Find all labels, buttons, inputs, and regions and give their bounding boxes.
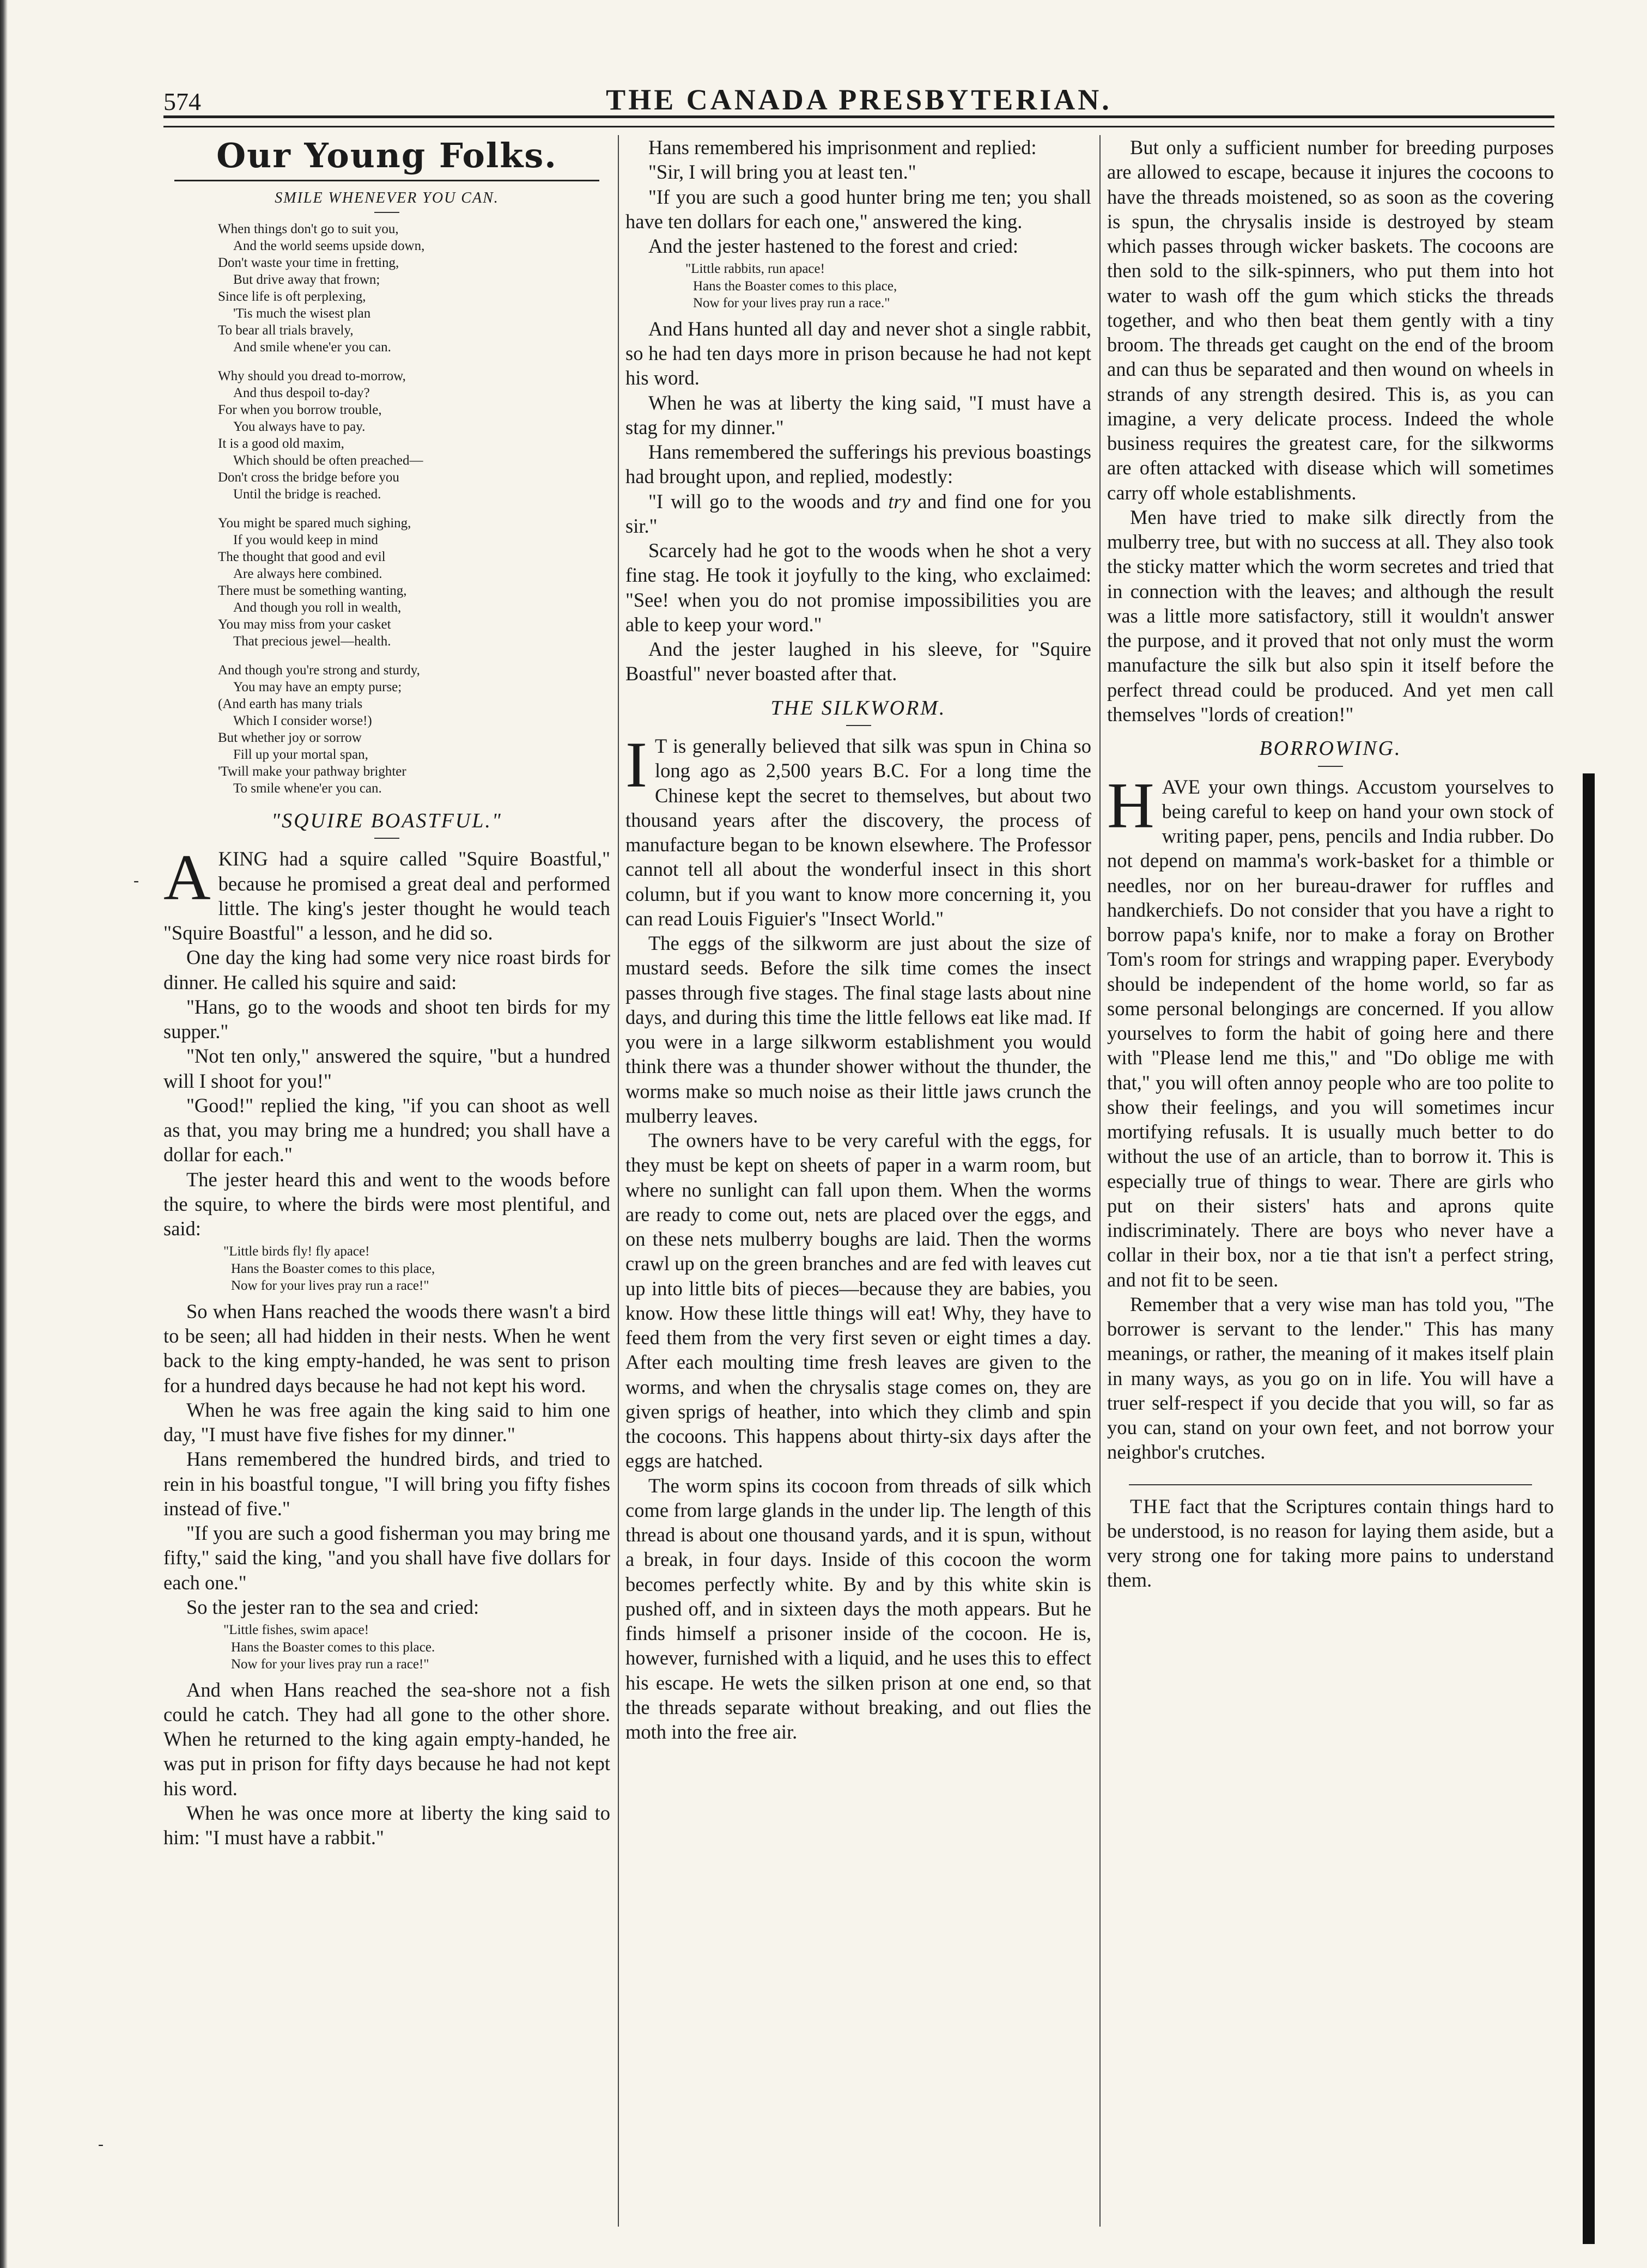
page-header xyxy=(163,65,1554,114)
page-number: 574 xyxy=(163,88,201,115)
paragraph: The jester heard this and went to the woods before the squire, to where the birds were most plentiful, and said: xyxy=(163,1168,610,1240)
title-dash xyxy=(1318,766,1343,767)
paragraph: "Not ten only," answered the squire, "but a hundred will I shoot for you!" xyxy=(163,1045,610,1092)
verse: "Little rabbits, run apace! Hans the Boaster comes to this place, Now for your lives pray run a race." xyxy=(685,261,897,311)
poem-line: But whether joy or sorrow xyxy=(218,730,362,745)
poem-stanza xyxy=(218,221,610,356)
poem-line: There must be something wanting, xyxy=(218,583,407,598)
poem-stanza xyxy=(218,515,610,650)
squire-title: "SQUIRE BOASTFUL." xyxy=(271,809,502,832)
poem-line: If you would keep in mind xyxy=(233,532,378,547)
masthead: THE CANADA PRESBYTERIAN. xyxy=(606,83,1112,116)
poem-line: To smile whene'er you can. xyxy=(233,781,382,796)
paragraph: The owners have to be very careful with the eggs, for they must be kept on sheets of paper in a warm room, but where no sunlight can fall upon them. When the worms are ready to come out, nets are placed over the eggs, and on these nets mulberry boughs are laid. Then the worms crawl up on the green branches and are fed with leaves cut up into little bits of pieces—because they are babies, you know. How these little things will eat! Why, they have to feed them from the very first seven or eight times a day. After each moulting time fresh leaves are given to the worms, and when the chrysalis stage comes on, they are given sprigs of heather, into which they climb and spin the cocoons. This happens about thirty-six days after the eggs are hatched. xyxy=(625,1129,1091,1472)
paragraph: AKING had a squire called "Squire Boastful," because he promised a great deal and performed little. The king's jester thought he would teach "Squire Boastful" a lesson, and he did so. xyxy=(163,841,610,944)
paragraph: The worm spins its cocoon from threads of silk which come from large glands in the under lip. The length of this thread is about one thousand yards, and it is spun, without a break, in four days. Inside of this cocoon the worm becomes perfectly white. By and by this white skin is pushed off, and in sixteen days the moth appears. But he finds himself a prisoner inside of the cocoon. He is, however, furnished with a liquid, and he uses this to effect his escape. He wets the silken prison at one end, so that the threads separate without breaking, and out flies the moth into the free air. xyxy=(625,1474,1091,1743)
drop-cap: I xyxy=(625,728,647,801)
poem-line: Don't waste your time in fretting, xyxy=(218,255,399,270)
paragraph: But only a sufficient number for breeding purposes are allowed to escape, because it injures the cocoons to have the threads moistened, so as soon as the covering is spun, the chrysalis inside is destroyed by steam which passes through wicker baskets. The cocoons are then sold to the silk-spinners, who put them into hot water to wash off the gum which sticks the threads together, and who then beat them gently with a tiny broom. The threads get caught on the end of the broom and can thus be separated and then wound on wheels in strands of any strength desired. This is, as you can imagine, a very delicate process. Indeed the whole business requires the greatest care, for the silkworms are often attacked with disease which will sometimes carry off whole establishments. xyxy=(1107,136,1554,504)
paragraph: And Hans hunted all day and never shot a single rabbit, so he had ten days more in prison because he had not kept his word. xyxy=(625,317,1091,389)
poem-line: But drive away that frown; xyxy=(233,272,380,287)
paragraph: When he was free again the king said to him one day, "I must have five fishes for my dinner." xyxy=(163,1398,610,1446)
paragraph: When he was at liberty the king said, "I must have a stag for my dinner." xyxy=(625,391,1091,438)
title-dash xyxy=(374,212,399,213)
poem-line: When things don't go to suit you, xyxy=(218,221,399,236)
poem-line: Are always here combined. xyxy=(233,566,382,581)
title-dash xyxy=(374,838,399,839)
paragraph: THE fact that the Scriptures contain things hard to be understood, is no reason for laying them aside, but a very strong one for taking more pains to understand them. xyxy=(1107,1495,1554,1592)
paragraph: So when Hans reached the woods there wasn't a bird to be seen; all had hidden in their nests. When he went back to the king empty-handed, he was sent to prison for a hundred days because he had not kept his word. xyxy=(163,1300,610,1397)
poem-line: The thought that good and evil xyxy=(218,549,386,564)
paragraph: Hans remembered his imprisonment and replied: xyxy=(648,136,1037,158)
poem-line: And though you roll in wealth, xyxy=(233,600,402,615)
title-dash xyxy=(846,725,871,726)
paragraph: "I will go to the woods and try and find one for you sir." xyxy=(625,490,1091,537)
column-divider xyxy=(1099,135,1101,2227)
poem-line: Why should you dread to-morrow, xyxy=(218,368,406,383)
paragraph: "If you are such a good fisherman you may bring me fifty," said the king, "and you shall have five dollars for each one." xyxy=(163,1522,610,1594)
paragraph: I T is generally believed that silk was spun in China so long ago as 2,500 years B.C. For a long time the Chinese kept the secret to themselves, but about two thousand years after the discovery, the process of manufacture began to be known elsewhere. The Professor cannot tell all about the wonderful insect in this short column, but if you want to know more concerning it, you can read Louis Figuier's "Insect World." xyxy=(625,728,1091,930)
paragraph: So the jester ran to the sea and cried: xyxy=(186,1595,479,1618)
poem-line: And though you're strong and sturdy, xyxy=(218,662,420,678)
poem-line: It is a good old maxim, xyxy=(218,436,344,451)
header-rule xyxy=(163,115,1554,127)
paragraph: The eggs of the silkworm are just about the size of mustard seeds. Before the silk time comes the insect passes through five stages. The final stage lasts about nine days, and during this time the little fellows eat like mad. If you were in a large silkworm establishment you would think there was a thunder shower without the thunder, the worms make so much noise as their little jaws crunch the mulberry leaves. xyxy=(625,932,1091,1127)
department-title: Our Young Folks. xyxy=(216,136,557,175)
poem-line: (And earth has many trials xyxy=(218,696,363,711)
poem-line: And thus despoil to-day? xyxy=(233,385,370,400)
poem-title: SMILE WHENEVER YOU CAN. xyxy=(275,190,499,207)
poem-line: Which should be often preached— xyxy=(233,453,423,468)
paragraph: When he was once more at liberty the king said to him: "I must have a rabbit." xyxy=(163,1801,610,1849)
paragraph: And when Hans reached the sea-shore not a fish could he catch. They had all gone to the other shore. When he returned to the king again empty-handed, he was put in prison for fifty days because he had not kept his word. xyxy=(163,1678,610,1800)
paragraph: One day the king had some very nice roast birds for dinner. He called his squire and said: xyxy=(163,946,610,993)
drop-cap: H xyxy=(1107,769,1154,842)
binding-edge xyxy=(0,0,8,2268)
poem-line: Which I consider worse!) xyxy=(233,713,372,728)
margin-stamp-bar xyxy=(1583,773,1595,2244)
column-1 xyxy=(163,135,610,2248)
column-divider xyxy=(618,135,619,2227)
poem-line: To bear all trials bravely, xyxy=(218,322,354,338)
separator-rule xyxy=(1129,1484,1532,1485)
poem-line: Fill up your mortal span, xyxy=(233,747,368,762)
paragraph: And the jester hastened to the forest and cried: xyxy=(648,235,1019,257)
borrowing-title: BORROWING. xyxy=(1259,737,1402,760)
paragraph: Hans remembered the sufferings his previous boastings had brought upon, and replied, modestly: xyxy=(625,441,1091,488)
margin-mark: - xyxy=(98,2135,104,2153)
verse: "Little fishes, swim apace! Hans the Boaster comes to this place. Now for your lives pray run a race!" xyxy=(223,1623,435,1672)
poem-line: You might be spared much sighing, xyxy=(218,515,411,531)
poem-stanza xyxy=(218,368,610,503)
poem-line: For when you borrow trouble, xyxy=(218,402,382,417)
paragraph: HAVE your own things. Accustom yourselves to being careful to keep on hand your own stock of writing paper, pens, pencils and India rubber. Do not depend on mamma's work-basket for a thimble or needles, nor on her bureau-drawer for ruffles and handkerchiefs. Do not consider that you have a right to borrow papa's knife, nor to make a foray on Brother Tom's room for strings and wrapping paper. Everybody should be independent of the home world, so far as some personal belongings are concerned. If you allow yourselves to form the habit of going here and there with "Please lend me this," and "Do oblige me with that," you will often annoy people who are too polite to show their feelings, and you will sometimes incur mortifying refusals. It is usually much better to do without the use of an article, than to borrow it. This is especially true of things to wear. There are girls who put on their sisters' hats and aprons quite indiscriminately. There are boys who never have a collar in their box, nor a tie that isn't a perfect string, and not fit to be seen. xyxy=(1107,769,1554,1291)
poem-line: Don't cross the bridge before you xyxy=(218,470,399,485)
paragraph: Men have tried to make silk directly from the mulberry tree, but with no success at all. They also took the sticky matter which the worm secretes and tried that in connection with the leaves; and although the result was a little more satisfactory, still it wouldn't answer the purpose, and it proved that not only must the worm manufacture the silk but also spin it itself before the perfect thread could be produced. And yet men call themselves "lords of creation!" xyxy=(1107,505,1554,725)
poem-line: That precious jewel—health. xyxy=(233,633,391,649)
paragraph: Scarcely had he got to the woods when he shot a very fine stag. He took it joyfully to the king, who exclaimed: "See! when you do not promise impossibilities you are able to keep your word." xyxy=(625,539,1091,636)
poem-line: Since life is oft perplexing, xyxy=(218,289,366,304)
paragraph: Hans remembered the hundred birds, and tried to rein in his boastful tongue, "I will bring you fifty fishes instead of five." xyxy=(163,1448,610,1520)
poem-line: 'Twill make your pathway brighter xyxy=(218,764,406,779)
paragraph: Remember that a very wise man has told you, "The borrower is servant to the lender." This has many meanings, or rather, the meaning of it makes itself plain in many ways, as you go on in life. You will have a truer self-respect if you decide that you will, so far as you can, stand on your own feet, and not borrow your neighbor's crutches. xyxy=(1107,1292,1554,1464)
poem-line: Until the bridge is reached. xyxy=(233,486,381,502)
poem-line: You always have to pay. xyxy=(233,419,366,434)
drop-cap: A xyxy=(163,841,211,914)
verse: "Little birds fly! fly apace! Hans the Boaster comes to this place, Now for your lives pray run a race!" xyxy=(223,1244,435,1294)
poem-line: 'Tis much the wisest plan xyxy=(233,306,371,321)
column-2 xyxy=(625,135,1091,2248)
paragraph: "Sir, I will bring you at least ten." xyxy=(648,161,916,184)
margin-mark: - xyxy=(133,871,139,889)
silkworm-title: THE SILKWORM. xyxy=(770,696,946,720)
poem-stanza xyxy=(218,662,610,797)
column-3 xyxy=(1107,135,1554,2248)
paragraph: "Good!" replied the king, "if you can shoot as well as that, you may bring me a hundred; you shall have a dollar for each." xyxy=(163,1094,610,1166)
paragraph: "Hans, go to the woods and shoot ten birds for my supper." xyxy=(163,995,610,1043)
poem-line: And smile whene'er you can. xyxy=(233,339,391,355)
poem-line: And the world seems upside down, xyxy=(233,238,425,253)
paragraph: And the jester laughed in his sleeve, for "Squire Boastful" never boasted after that. xyxy=(625,638,1091,685)
paragraph: "If you are such a good hunter bring me ten; you shall have ten dollars for each one," answered the king. xyxy=(625,185,1091,233)
poem-line: You may miss from your casket xyxy=(218,617,391,632)
department-rule xyxy=(174,180,599,181)
poem-line: You may have an empty purse; xyxy=(233,679,402,694)
poem xyxy=(218,221,610,797)
